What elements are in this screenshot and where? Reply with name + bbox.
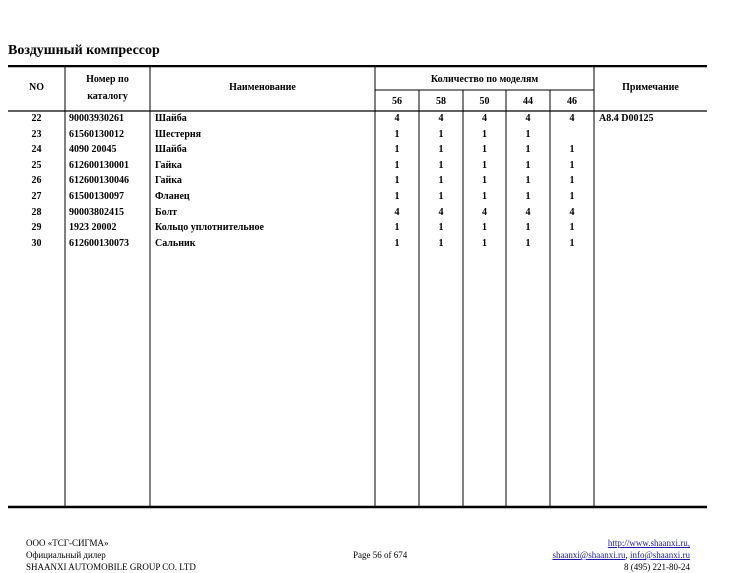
row-quantity: 4	[394, 206, 400, 218]
row-quantity: 1	[438, 175, 444, 187]
row-no: 27	[31, 191, 42, 202]
row-quantity: 4	[569, 113, 575, 124]
row-catalog-number: 61500130097	[69, 191, 124, 202]
row-quantity: 4	[438, 206, 444, 218]
row-catalog-number: 1923 20002	[69, 222, 117, 234]
row-quantity: 4	[482, 206, 487, 218]
row-quantity: 4	[525, 206, 531, 218]
row-part-name: Шайба	[155, 144, 187, 156]
website-link[interactable]: http://www.shaanxi.ru,	[607, 538, 690, 548]
row-quantity: 1	[569, 159, 575, 171]
row-quantity: 4	[569, 206, 575, 218]
header-catalog-line2: каталогу	[87, 91, 128, 102]
row-note: A8.4 D00125	[599, 113, 654, 124]
row-part-name: Фланец	[155, 191, 190, 202]
header-no: NO	[29, 82, 44, 93]
row-catalog-number: 612600130001	[69, 159, 129, 171]
footer-dealer: Официальный дилер	[26, 550, 106, 560]
row-quantity: 1	[394, 144, 400, 156]
row-part-name: Гайка	[155, 175, 182, 187]
header-model: 46	[567, 96, 577, 107]
page-number: Page 56 of 674	[353, 550, 408, 560]
footer-website-line	[608, 537, 690, 549]
row-quantity: 1	[525, 175, 531, 187]
row-quantity: 1	[525, 159, 531, 171]
row-quantity: 1	[482, 237, 487, 249]
row-catalog-number: 61560130012	[69, 128, 124, 140]
header-catalog-line1: Номер по	[86, 74, 129, 85]
row-quantity: 4	[525, 113, 531, 124]
row-quantity: 1	[394, 159, 400, 171]
row-quantity: 1	[569, 222, 575, 234]
row-quantity: 1	[394, 191, 400, 202]
row-no: 28	[31, 206, 42, 218]
row-quantity: 1	[394, 175, 400, 187]
row-catalog-number: 612600130046	[69, 175, 129, 187]
row-quantity: 1	[482, 222, 487, 234]
footer-email-line	[552, 549, 690, 561]
row-quantity: 4	[394, 113, 400, 124]
footer-company: ООО «ТСГ-СИГМА»	[26, 538, 109, 548]
row-quantity: 1	[394, 128, 400, 140]
header-model: 50	[479, 96, 490, 107]
row-quantity: 4	[438, 113, 444, 124]
row-quantity: 1	[525, 222, 531, 234]
header-qty-group: Количество по моделям	[430, 74, 539, 85]
footer-phone: 8 (495) 221-80-24	[624, 562, 690, 572]
row-no: 24	[31, 144, 42, 156]
header-model: 58	[436, 96, 446, 107]
row-quantity: 1	[525, 128, 531, 140]
row-part-name: Шестерня	[155, 128, 202, 140]
row-quantity: 1	[438, 222, 444, 234]
parts-table	[8, 65, 707, 509]
row-no: 23	[31, 128, 42, 140]
row-no: 30	[31, 237, 42, 249]
row-catalog-number: 90003802415	[69, 206, 124, 218]
row-quantity: 1	[482, 191, 487, 202]
row-quantity: 1	[438, 128, 444, 140]
row-part-name: Кольцо уплотнительное	[155, 222, 264, 234]
row-no: 22	[31, 113, 42, 124]
row-quantity: 1	[482, 128, 487, 140]
row-quantity: 1	[482, 159, 487, 171]
email-link-info[interactable]: info@shaanxi.ru	[629, 550, 690, 560]
row-no: 29	[31, 222, 42, 234]
row-quantity: 1	[569, 191, 575, 202]
row-quantity: 1	[438, 237, 444, 249]
row-quantity: 1	[525, 191, 531, 202]
row-quantity: 1	[569, 175, 575, 187]
footer-group: SHAANXI AUTOMOBILE GROUP CO. LTD	[26, 562, 196, 572]
row-no: 26	[31, 175, 42, 187]
row-quantity: 1	[569, 144, 575, 156]
row-part-name: Сальник	[155, 237, 196, 249]
row-quantity: 1	[482, 175, 487, 187]
row-quantity: 1	[569, 237, 575, 249]
row-no: 25	[31, 159, 42, 171]
row-catalog-number: 612600130073	[69, 237, 129, 249]
row-quantity: 1	[482, 144, 487, 156]
row-part-name: Гайка	[155, 159, 182, 171]
header-model: 56	[392, 96, 402, 107]
email-separator: ,	[625, 550, 630, 560]
email-link-shaanxi[interactable]: shaanxi@shaanxi.ru	[552, 550, 626, 560]
row-quantity: 4	[482, 113, 487, 124]
row-quantity: 1	[438, 144, 444, 156]
row-quantity: 1	[525, 237, 531, 249]
row-catalog-number: 90003930261	[69, 113, 124, 124]
header-name: Наименование	[229, 82, 296, 93]
page-title: Воздушный компрессор	[8, 43, 160, 58]
row-part-name: Болт	[155, 206, 178, 218]
row-quantity: 1	[438, 159, 444, 171]
row-part-name: Шайба	[155, 113, 187, 124]
header-model: 44	[523, 96, 533, 107]
row-quantity: 1	[438, 191, 444, 202]
header-note: Примечание	[622, 82, 679, 93]
row-catalog-number: 4090 20045	[69, 144, 117, 156]
row-quantity: 1	[525, 144, 531, 156]
row-quantity: 1	[394, 222, 400, 234]
row-quantity: 1	[394, 237, 400, 249]
